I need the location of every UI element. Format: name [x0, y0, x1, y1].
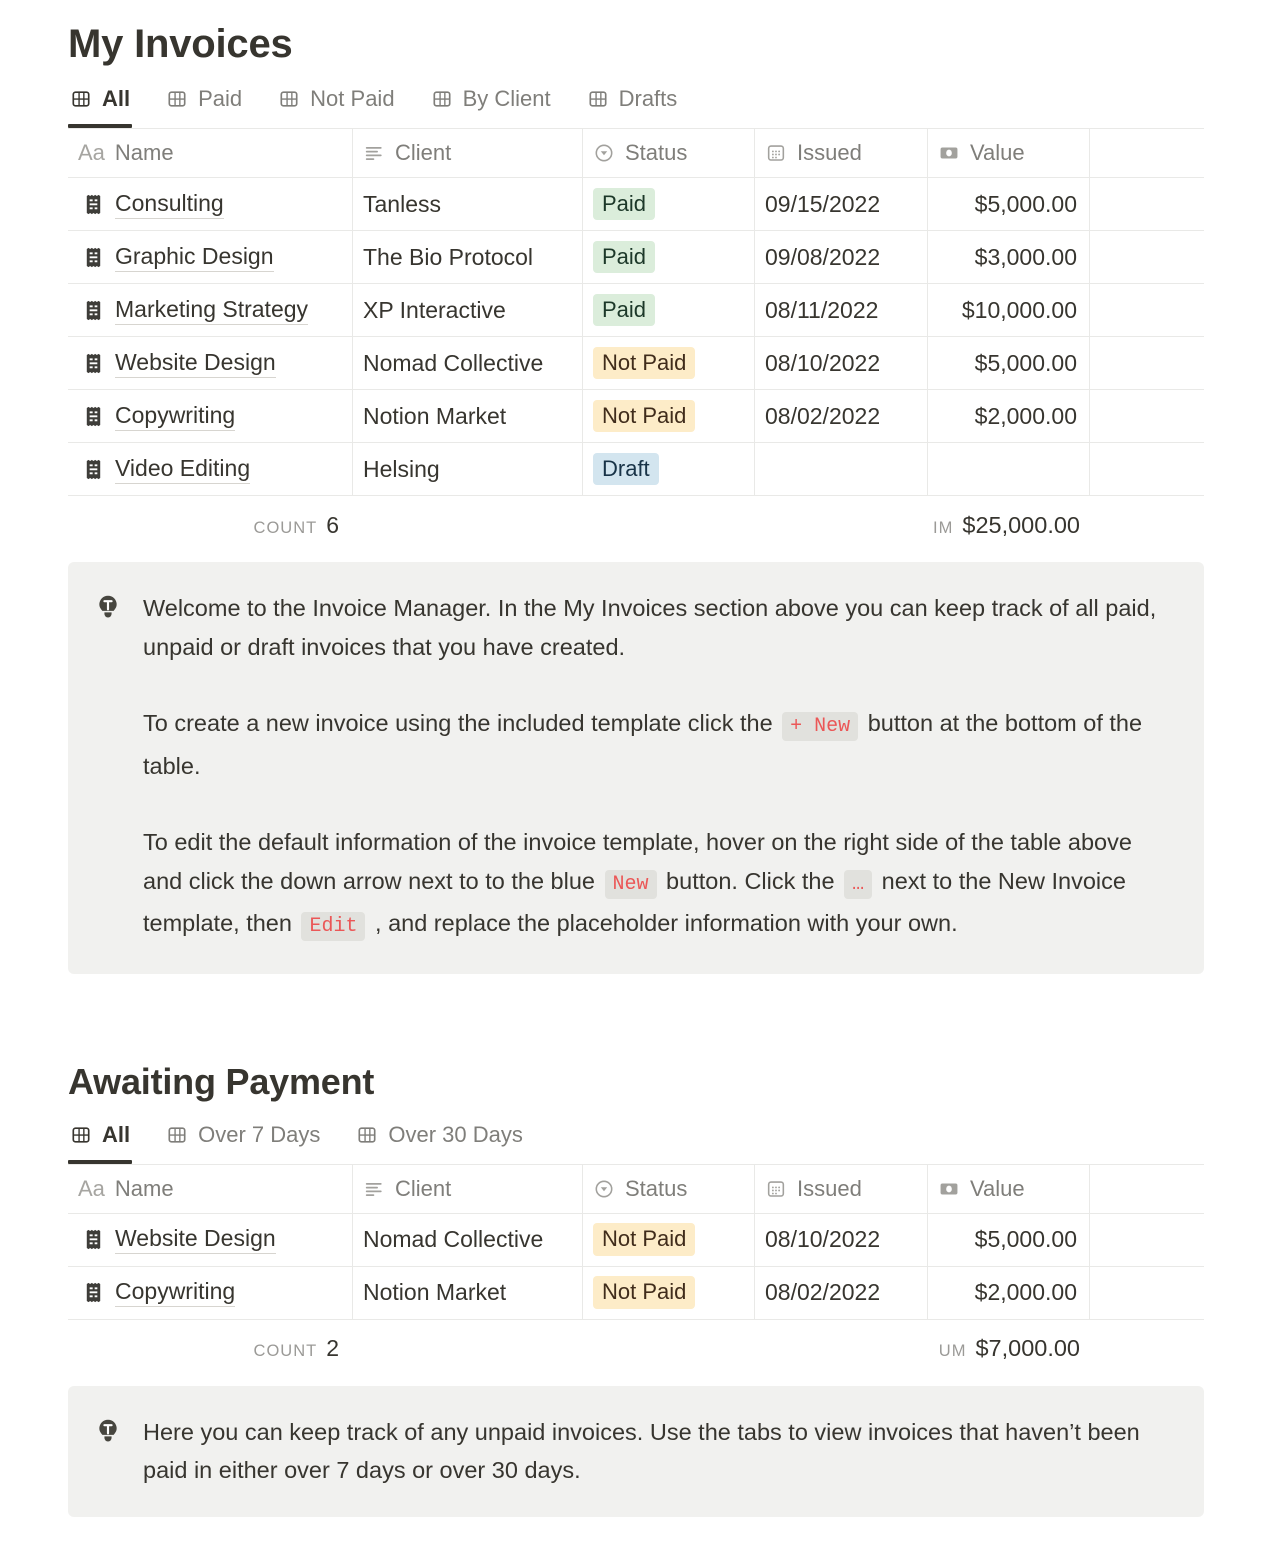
invoice-page-link[interactable]: Website Design — [115, 349, 276, 378]
issued-cell[interactable]: 08/02/2022 — [755, 390, 928, 442]
tab-all[interactable] — [68, 82, 132, 128]
client-cell[interactable]: The Bio Protocol — [353, 231, 583, 283]
table-icon — [70, 88, 92, 110]
issued-cell[interactable] — [755, 443, 928, 495]
value-cell[interactable]: $5,000.00 — [928, 178, 1090, 230]
tab-label: All — [102, 1121, 131, 1147]
client-cell[interactable]: Nomad Collective — [353, 1214, 583, 1266]
footer-empty-cell — [353, 496, 583, 554]
receipt-icon — [82, 405, 105, 428]
table-row — [68, 178, 1204, 231]
client-cell[interactable]: XP Interactive — [353, 284, 583, 336]
issued-cell[interactable]: 08/10/2022 — [755, 337, 928, 389]
page-title[interactable]: My Invoices — [68, 22, 293, 66]
column-header-status[interactable] — [583, 1165, 755, 1213]
name-cell[interactable] — [68, 337, 353, 389]
status-cell[interactable] — [583, 1214, 755, 1266]
receipt-icon — [82, 1228, 105, 1251]
status-badge: Not Paid — [593, 400, 695, 432]
column-label: Issued — [797, 140, 862, 165]
table-footer — [68, 496, 1204, 554]
tab-all-awaiting[interactable] — [68, 1118, 132, 1164]
tab-over-30-days[interactable] — [354, 1118, 525, 1164]
sum-value: $7,000.00 — [975, 1335, 1080, 1361]
callout-paragraph[interactable] — [143, 704, 1170, 785]
table-icon — [431, 88, 453, 110]
status-cell[interactable] — [583, 284, 755, 336]
awaiting-view-tabs — [68, 1118, 1204, 1164]
callout-paragraph[interactable] — [143, 1413, 1170, 1490]
callout-paragraph[interactable] — [143, 823, 1170, 947]
empty-cell — [1090, 1267, 1204, 1319]
column-header-empty — [1090, 1165, 1204, 1213]
select-icon — [593, 142, 615, 164]
count-aggregate[interactable] — [68, 1320, 353, 1378]
name-cell[interactable] — [68, 390, 353, 442]
column-header-client[interactable] — [353, 1165, 583, 1213]
tab-label: By Client — [462, 86, 551, 111]
table-row — [68, 337, 1204, 390]
invoice-page-link[interactable]: Consulting — [115, 190, 224, 219]
table-body — [68, 178, 1204, 496]
table-row — [68, 1214, 1204, 1267]
table-icon — [278, 88, 300, 110]
receipt-icon — [82, 193, 105, 216]
column-header-value[interactable] — [928, 1165, 1090, 1213]
table-row — [68, 284, 1204, 337]
table-icon — [356, 1124, 378, 1146]
value-cell[interactable]: $2,000.00 — [928, 1267, 1090, 1319]
value-cell[interactable]: $2,000.00 — [928, 390, 1090, 442]
text-segment: , and replace the placeholder information with your own. — [368, 910, 958, 936]
bulb-icon — [95, 594, 121, 620]
table-icon — [70, 1124, 92, 1146]
invoice-page-link[interactable]: Marketing Strategy — [115, 296, 308, 325]
value-cell[interactable] — [928, 443, 1090, 495]
name-cell[interactable] — [68, 231, 353, 283]
select-icon — [593, 1178, 615, 1200]
table-icon — [166, 1124, 188, 1146]
issued-cell[interactable]: 08/11/2022 — [755, 284, 928, 336]
calendar-icon — [765, 142, 787, 164]
status-cell[interactable] — [583, 443, 755, 495]
footer-empty-cell — [755, 1320, 928, 1378]
receipt-icon — [82, 352, 105, 375]
name-cell[interactable] — [68, 178, 353, 230]
tab-label: All — [102, 86, 131, 111]
status-badge: Paid — [593, 188, 655, 220]
invoice-page-link[interactable]: Video Editing — [115, 455, 250, 484]
sum-label: IM — [933, 518, 954, 537]
name-cell[interactable] — [68, 1267, 353, 1319]
inline-code-chip: … — [844, 870, 872, 899]
invoices-view-tabs — [68, 82, 1204, 128]
text-segment: Here you can keep track of any unpaid invoices. Use the tabs to view invoices that haven’t been paid in either over 7 days or over 30 days. — [143, 1418, 1140, 1483]
count-aggregate[interactable] — [68, 496, 353, 554]
empty-cell — [1090, 443, 1204, 495]
issued-cell[interactable]: 09/15/2022 — [755, 178, 928, 230]
sum-aggregate[interactable] — [928, 496, 1090, 554]
sum-label: UM — [938, 1342, 967, 1360]
column-header-name[interactable] — [68, 129, 353, 177]
text-segment: button at the bottom of the table. — [143, 710, 1143, 779]
table-icon — [166, 88, 188, 110]
table-body — [68, 1214, 1204, 1320]
column-label: Name — [114, 1175, 174, 1201]
column-label: Client — [395, 140, 452, 165]
invoice-page-link[interactable]: Copywriting — [115, 1278, 235, 1307]
status-cell[interactable] — [583, 1267, 755, 1319]
inline-code-chip: New — [605, 870, 657, 899]
callout-text — [143, 1413, 1170, 1490]
client-cell[interactable]: Helsing — [353, 443, 583, 495]
empty-cell — [1090, 337, 1204, 389]
footer-empty-cell — [755, 496, 928, 554]
status-badge: Not Paid — [593, 1223, 695, 1255]
list-icon — [363, 142, 385, 164]
invoice-page-link[interactable]: Copywriting — [115, 402, 235, 431]
column-label: Issued — [797, 1175, 862, 1201]
status-badge: Paid — [593, 294, 655, 326]
text-icon: Aa — [78, 1175, 105, 1201]
inline-code-chip: Edit — [301, 912, 365, 941]
tab-label: Paid — [198, 86, 243, 111]
callout-awaiting-payment-tip — [68, 1386, 1204, 1517]
column-label: Name — [114, 140, 174, 165]
notion-page — [68, 20, 1204, 1517]
empty-cell — [1090, 1214, 1204, 1266]
receipt-icon — [82, 299, 105, 322]
table-header-row — [68, 1165, 1204, 1214]
receipt-icon — [82, 458, 105, 481]
status-cell[interactable] — [583, 178, 755, 230]
name-cell[interactable] — [68, 1214, 353, 1266]
value-cell[interactable]: $10,000.00 — [928, 284, 1090, 336]
tab-label: Not Paid — [310, 86, 395, 111]
text-icon: Aa — [78, 140, 105, 165]
column-header-name[interactable] — [68, 1165, 353, 1213]
footer-empty-cell — [583, 496, 755, 554]
tab-label: Over 7 Days — [198, 1121, 321, 1147]
tab-drafts[interactable] — [585, 82, 680, 128]
money-icon — [938, 1178, 960, 1200]
column-header-issued[interactable] — [755, 129, 928, 177]
receipt-icon — [82, 1281, 105, 1304]
sum-aggregate[interactable] — [928, 1320, 1090, 1378]
bulb-icon — [95, 1418, 121, 1444]
text-segment: To create a new invoice using the included template click the — [143, 710, 780, 736]
status-badge: Draft — [593, 453, 659, 485]
status-cell[interactable] — [583, 390, 755, 442]
status-cell[interactable] — [583, 337, 755, 389]
client-cell[interactable]: Notion Market — [353, 390, 583, 442]
status-cell[interactable] — [583, 231, 755, 283]
text-segment: next to the New Invoice template, then — [143, 867, 1126, 936]
footer-empty-cell — [353, 1320, 583, 1378]
table-footer — [68, 1320, 1204, 1378]
empty-cell — [1090, 231, 1204, 283]
column-label: Status — [625, 1175, 688, 1201]
money-icon — [938, 142, 960, 164]
column-header-issued[interactable] — [755, 1165, 928, 1213]
list-icon — [363, 1178, 385, 1200]
tab-paid[interactable] — [164, 82, 244, 128]
tab-by-client[interactable] — [429, 82, 553, 128]
name-cell[interactable] — [68, 284, 353, 336]
invoice-page-link[interactable]: Website Design — [115, 1225, 276, 1254]
footer-empty-cell — [1090, 496, 1204, 554]
table-header-row — [68, 129, 1204, 178]
invoice-page-link[interactable]: Graphic Design — [115, 243, 274, 272]
name-cell[interactable] — [68, 443, 353, 495]
tab-label: Drafts — [618, 86, 678, 111]
column-header-value[interactable] — [928, 129, 1090, 177]
footer-empty-cell — [583, 1320, 755, 1378]
empty-cell — [1090, 390, 1204, 442]
table-icon — [587, 88, 609, 110]
empty-cell — [1090, 178, 1204, 230]
status-badge: Paid — [593, 241, 655, 273]
footer-empty-cell — [1090, 1320, 1204, 1378]
column-header-client[interactable] — [353, 129, 583, 177]
column-label: Value — [970, 140, 1025, 165]
column-header-status[interactable] — [583, 129, 755, 177]
table-row — [68, 443, 1204, 496]
text-segment: Welcome to the Invoice Manager. In the My Invoices section above you can keep track of all paid, unpaid or draft invoices that you have created. — [143, 595, 1157, 660]
tab-over-7-days[interactable] — [164, 1118, 322, 1164]
column-label: Value — [970, 1175, 1025, 1201]
callout-paragraph[interactable] — [143, 589, 1170, 666]
column-header-empty — [1090, 129, 1204, 177]
count-label: COUNT — [253, 1342, 318, 1360]
table-row — [68, 231, 1204, 284]
receipt-icon — [82, 246, 105, 269]
table-row — [68, 1267, 1204, 1320]
status-badge: Not Paid — [593, 1276, 695, 1308]
sum-value: $25,000.00 — [962, 511, 1080, 538]
awaiting-table — [68, 1164, 1204, 1378]
text-segment: To edit the default information of the invoice template, hover on the right side of the table above and click the down arrow next to to the blue — [143, 829, 1132, 894]
tab-not-paid[interactable] — [276, 82, 396, 128]
value-cell[interactable]: $3,000.00 — [928, 231, 1090, 283]
column-label: Client — [395, 1175, 452, 1201]
section-title[interactable]: Awaiting Payment — [68, 1060, 375, 1102]
text-segment: button. Click the — [659, 867, 842, 894]
invoices-table — [68, 128, 1204, 554]
callout-text — [143, 589, 1170, 947]
issued-cell[interactable]: 09/08/2022 — [755, 231, 928, 283]
inline-code-chip: + New — [782, 712, 858, 741]
value-cell[interactable]: $5,000.00 — [928, 337, 1090, 389]
client-cell[interactable]: Tanless — [353, 178, 583, 230]
tab-label: Over 30 Days — [388, 1121, 523, 1147]
status-badge: Not Paid — [593, 347, 695, 379]
table-row — [68, 390, 1204, 443]
section-my-invoices — [68, 20, 1204, 974]
callout-invoice-manager-tip — [68, 562, 1204, 974]
count-label: COUNT — [253, 518, 318, 537]
calendar-icon — [765, 1178, 787, 1200]
section-awaiting-payment — [68, 1060, 1204, 1517]
issued-cell[interactable]: 08/10/2022 — [755, 1214, 928, 1266]
issued-cell[interactable]: 08/02/2022 — [755, 1267, 928, 1319]
value-cell[interactable]: $5,000.00 — [928, 1214, 1090, 1266]
empty-cell — [1090, 284, 1204, 336]
client-cell[interactable]: Nomad Collective — [353, 337, 583, 389]
column-label: Status — [625, 140, 688, 165]
client-cell[interactable]: Notion Market — [353, 1267, 583, 1319]
count-value: 6 — [326, 511, 339, 538]
count-value: 2 — [326, 1335, 339, 1361]
